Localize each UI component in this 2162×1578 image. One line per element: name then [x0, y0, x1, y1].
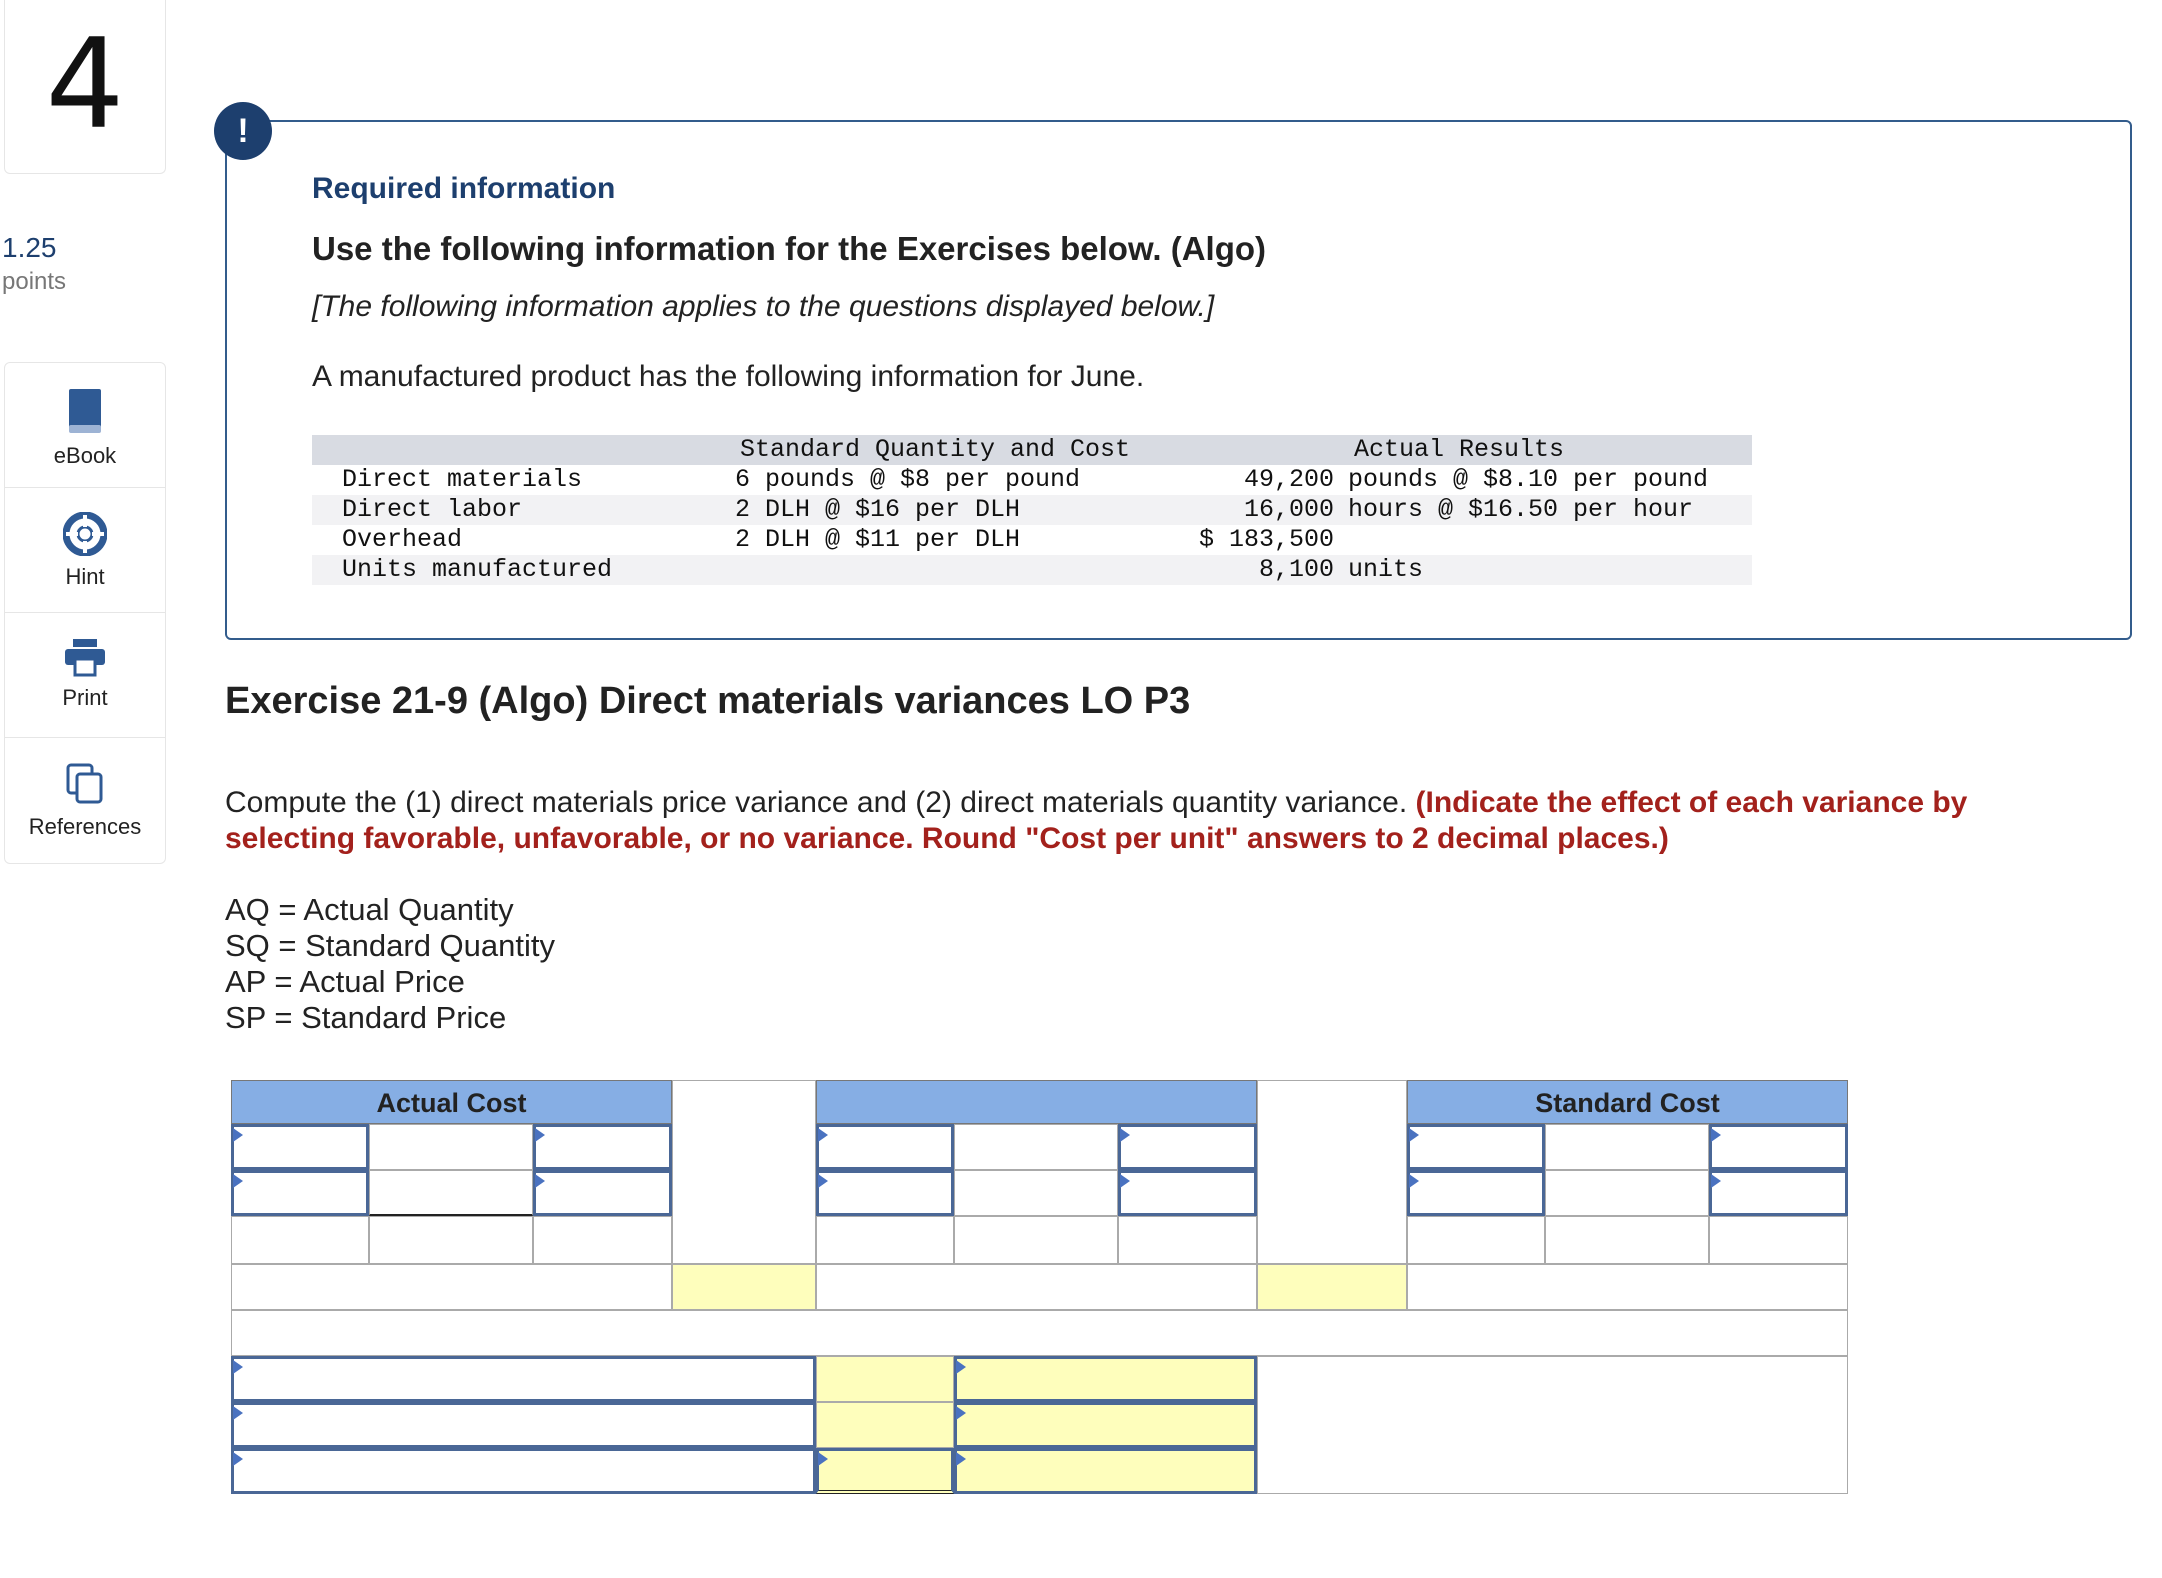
actual-cost-operator [369, 1170, 533, 1216]
worksheet-spacer [672, 1080, 816, 1264]
exercise-set-heading: Use the following information for the Exercises below. (Algo) [312, 230, 1267, 267]
middle-cell [816, 1216, 954, 1264]
row-label: Direct materials [342, 465, 583, 494]
hint-button[interactable] [5, 488, 165, 613]
variance-amount-input[interactable] [816, 1356, 954, 1402]
points-value [2, 232, 66, 296]
row-actual-unit: pounds @ $8.10 per pound [1348, 465, 1709, 494]
table-row [312, 555, 1752, 585]
standard-cost-total [1407, 1264, 1848, 1310]
standard-cost-cell [1545, 1216, 1709, 1264]
actual-cost-operator [369, 1124, 533, 1170]
table-row [312, 465, 1752, 495]
book-icon [65, 387, 105, 435]
row-actual-number: 8,100 [1258, 555, 1334, 584]
standard-cost-input[interactable] [1407, 1170, 1545, 1216]
exercise-title: Exercise 21-9 (Algo) Direct materials variances LO P3 [225, 680, 1191, 722]
row-label: Overhead [342, 525, 463, 554]
middle-total [816, 1264, 1257, 1310]
actual-cost-cell [231, 1216, 369, 1264]
middle-input[interactable] [1118, 1170, 1257, 1216]
copy-icon [65, 762, 105, 806]
variance-amount-input[interactable] [816, 1402, 954, 1448]
standard-cost-header: Standard Cost [1407, 1080, 1848, 1124]
intro-text: A manufactured product has the following information for June. [312, 360, 1145, 393]
print-button[interactable] [5, 613, 165, 738]
variance-effect-select[interactable] [954, 1448, 1257, 1494]
definition-sp: SP = Standard Price [225, 1000, 507, 1035]
references-label: References [28, 814, 142, 839]
variance-label-select[interactable] [231, 1448, 816, 1494]
required-info-heading: Required information [312, 172, 616, 205]
row-actual-number: 49,200 [1243, 465, 1334, 494]
middle-input[interactable] [816, 1124, 954, 1170]
middle-header [816, 1080, 1257, 1124]
references-button[interactable] [5, 738, 165, 863]
definition-ap: AP = Actual Price [225, 964, 465, 999]
middle-cell [954, 1216, 1118, 1264]
tool-sidebar [4, 362, 166, 864]
prompt-instructions: (Indicate the effect of each variance by selecting favorable, unfavorable, or no variance. Round "Cost per unit" answers to 2 decimal places.) [225, 786, 1968, 855]
actual-cost-input[interactable] [231, 1170, 369, 1216]
prompt-text: Compute the (1) direct materials price variance and (2) direct materials quantity variance. [225, 786, 1416, 819]
actual-cost-header: Actual Cost [231, 1080, 672, 1124]
actual-cost-input[interactable] [533, 1170, 672, 1216]
quantity-variance-amount[interactable] [1257, 1264, 1407, 1310]
row-actual-unit: units [1348, 555, 1424, 584]
row-standard: 2 DLH @ $16 per DLH [735, 495, 1021, 524]
table-row [312, 495, 1752, 525]
variance-amount-input[interactable] [816, 1448, 954, 1494]
worksheet-divider-row [231, 1310, 1848, 1356]
definition-sq: SQ = Standard Quantity [225, 928, 555, 963]
row-actual-number: $ 183,500 [1198, 525, 1334, 554]
printer-icon [63, 637, 107, 677]
ebook-label: eBook [53, 443, 117, 468]
row-label: Units manufactured [342, 555, 613, 584]
middle-input[interactable] [1118, 1124, 1257, 1170]
variance-label-select[interactable] [231, 1402, 816, 1448]
actual-cost-cell [533, 1216, 672, 1264]
table-row [312, 525, 1752, 555]
question-number: 4 [4, 0, 166, 174]
alert-icon: ! [214, 102, 272, 160]
variance-effect-select[interactable] [954, 1356, 1257, 1402]
header-standard: Standard Quantity and Cost [740, 435, 1131, 464]
standard-cost-cell [1407, 1216, 1545, 1264]
standard-cost-cell [1709, 1216, 1848, 1264]
row-actual-number: 16,000 [1243, 495, 1334, 524]
definition-aq: AQ = Actual Quantity [225, 892, 514, 927]
standard-cost-input[interactable] [1709, 1170, 1848, 1216]
applies-note: [The following information applies to the questions displayed below.] [312, 290, 1215, 323]
standard-cost-operator [1545, 1124, 1709, 1170]
lifebuoy-icon [63, 512, 107, 556]
points-label: points [2, 268, 67, 295]
price-variance-amount[interactable] [672, 1264, 816, 1310]
points-number: 1.25 [2, 232, 57, 263]
row-label: Direct labor [342, 495, 523, 524]
actual-cost-total [231, 1264, 672, 1310]
variance-effect-select[interactable] [954, 1402, 1257, 1448]
row-standard: 6 pounds @ $8 per pound [735, 465, 1081, 494]
print-label: Print [62, 685, 108, 710]
middle-operator [954, 1170, 1118, 1216]
actual-cost-input[interactable] [231, 1124, 369, 1170]
info-table-header [312, 435, 1752, 465]
row-actual-unit: hours @ $16.50 per hour [1348, 495, 1694, 524]
variance-label-select[interactable] [231, 1356, 816, 1402]
info-table [312, 435, 1752, 585]
ebook-button[interactable] [5, 363, 165, 488]
standard-cost-operator [1545, 1170, 1709, 1216]
worksheet-spacer [1257, 1080, 1407, 1264]
middle-cell [1118, 1216, 1257, 1264]
standard-cost-input[interactable] [1709, 1124, 1848, 1170]
actual-cost-input[interactable] [533, 1124, 672, 1170]
definitions [225, 892, 555, 1036]
standard-cost-input[interactable] [1407, 1124, 1545, 1170]
header-actual: Actual Results [1354, 435, 1565, 464]
middle-input[interactable] [816, 1170, 954, 1216]
worksheet-empty-area [1257, 1356, 1848, 1494]
hint-label: Hint [65, 564, 105, 589]
exercise-prompt [225, 785, 2095, 857]
middle-operator [954, 1124, 1118, 1170]
actual-cost-cell [369, 1216, 533, 1264]
row-standard: 2 DLH @ $11 per DLH [735, 525, 1021, 554]
